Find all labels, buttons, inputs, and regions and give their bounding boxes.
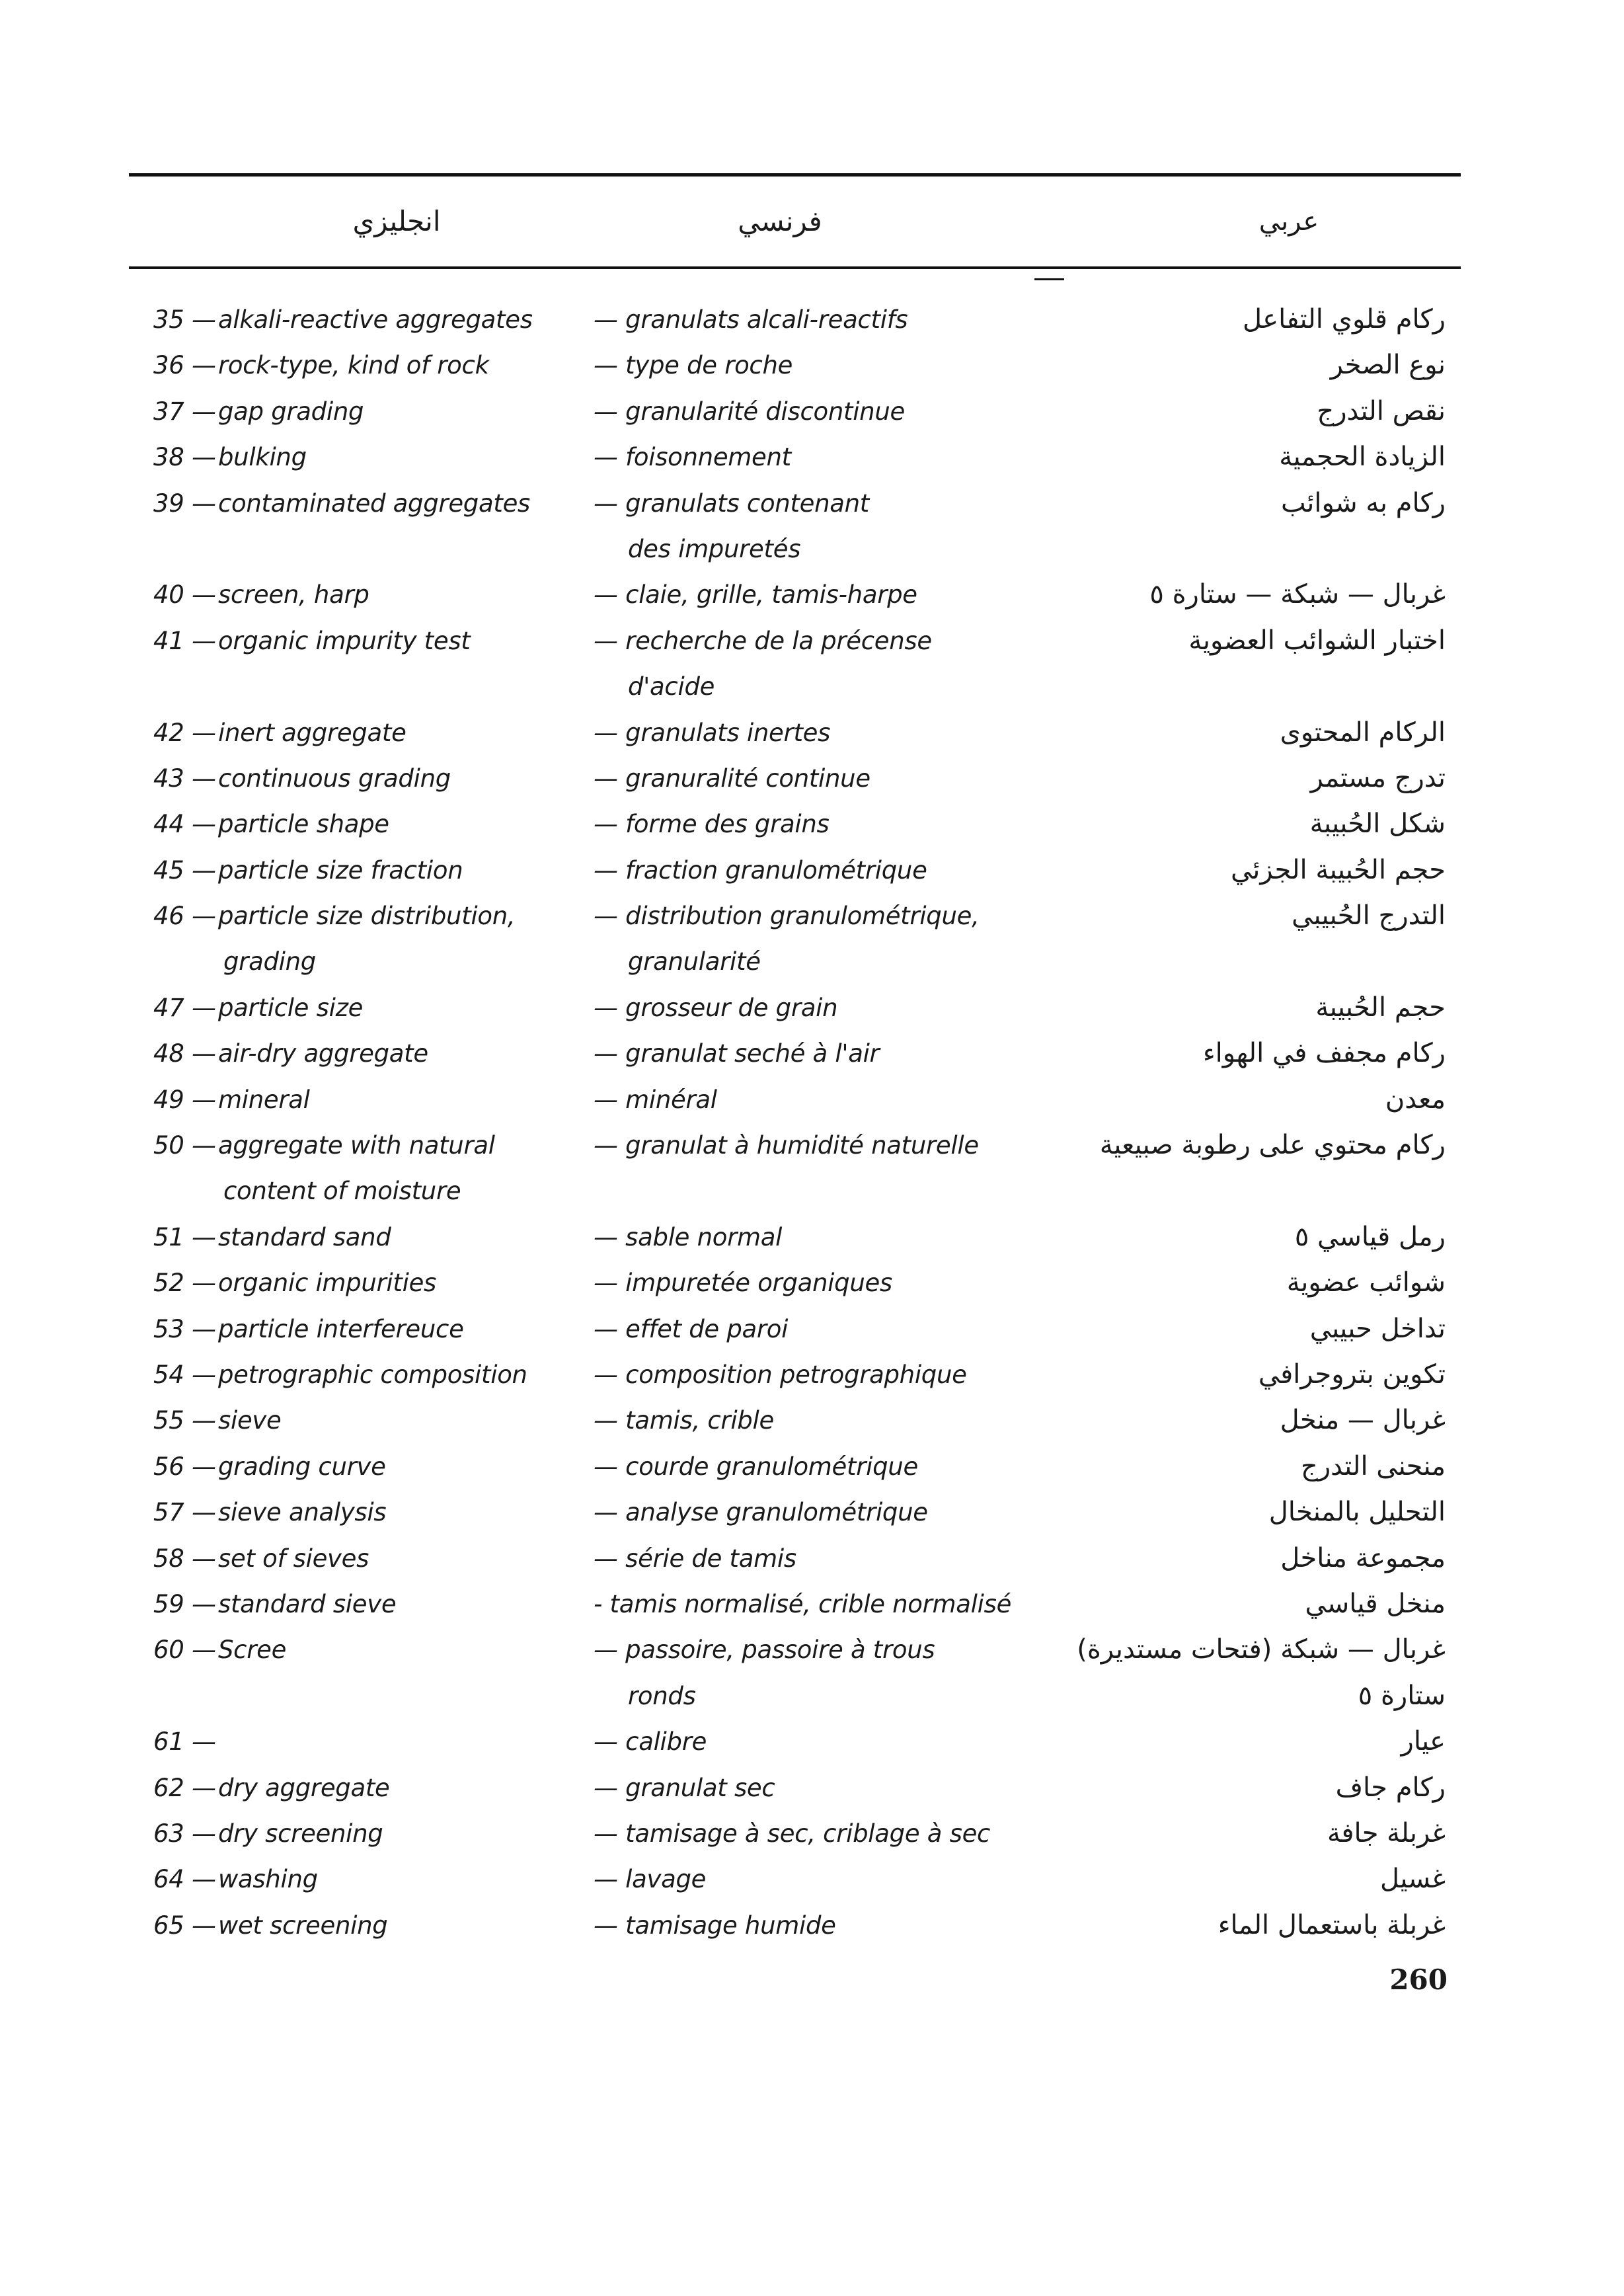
arabic-term: التدرج الحُبيبي — [1292, 900, 1446, 931]
entry-number — [153, 664, 213, 709]
english-term: bulking — [218, 443, 307, 472]
entry-number: 45 — — [153, 855, 216, 885]
french-term: — composition petrographique — [594, 1360, 967, 1389]
glossary-row — [0, 710, 1624, 756]
french-term: - tamis normalisé, crible normalisé — [594, 1589, 1012, 1618]
glossary-row — [0, 1856, 1624, 1902]
french-term: — tamis, crible — [594, 1406, 774, 1435]
glossary-row — [0, 1260, 1624, 1306]
french-term: — lavage — [594, 1865, 707, 1894]
entry-number: 62 — — [153, 1773, 216, 1802]
entry-number: 46 — — [153, 902, 216, 931]
glossary-rows — [0, 297, 1624, 1948]
entry-number: 44 — — [153, 810, 216, 839]
french-term: — type de roche — [594, 351, 793, 380]
arabic-term: اختبار الشوائب العضوية — [1188, 625, 1446, 656]
entry-number — [153, 939, 213, 984]
entry-number: 51 — — [153, 1222, 216, 1251]
french-term: — foisonnement — [594, 443, 791, 472]
entry-number: 59 — — [153, 1589, 216, 1618]
arabic-term: الزيادة الحجمية — [1279, 442, 1446, 473]
glossary-row — [0, 1123, 1624, 1168]
glossary-row — [0, 572, 1624, 617]
french-term: — granulats alcali-reactifs — [594, 305, 908, 334]
arabic-term: ركام به شوائب — [1280, 487, 1446, 518]
arabic-term: مجموعة مناخل — [1280, 1542, 1446, 1573]
glossary-row — [0, 1673, 1624, 1719]
glossary-row — [0, 1214, 1624, 1260]
english-term: grading curve — [218, 1452, 386, 1481]
glossary-row — [0, 1489, 1624, 1535]
english-term: alkali-reactive aggregates — [218, 305, 533, 334]
english-term: content of moisture — [223, 1177, 461, 1206]
english-term: standard sand — [218, 1222, 391, 1251]
arabic-term: حجم الحُبيبة الجزئي — [1230, 854, 1446, 885]
english-term: set of sieves — [218, 1544, 369, 1573]
arabic-term: غربال — شبكة (فتحات مستديرة) — [1077, 1634, 1446, 1665]
entry-number: 39 — — [153, 489, 216, 518]
french-term: — tamisage humide — [594, 1911, 836, 1940]
english-term: contaminated aggregates — [218, 489, 531, 518]
glossary-row — [0, 481, 1624, 526]
arabic-term: ركام محتوي على رطوبة صبيعية — [1099, 1130, 1446, 1161]
french-term: — distribution granulométrique, — [594, 902, 980, 931]
entry-number: 42 — — [153, 718, 216, 747]
arabic-term: غربلة جافة — [1327, 1817, 1446, 1848]
english-term: organic impurity test — [218, 626, 471, 655]
entry-number: 61 — — [153, 1727, 216, 1757]
french-term: — granulat seché à l'air — [594, 1039, 880, 1068]
french-term: — granulat à humidité naturelle — [594, 1131, 979, 1160]
english-term: particle interfereuce — [218, 1314, 464, 1343]
header-rule — [129, 266, 1461, 269]
glossary-row — [0, 1398, 1624, 1443]
english-term: mineral — [218, 1085, 310, 1114]
header-french: فرنسي — [738, 205, 822, 237]
arabic-term: معدن — [1385, 1084, 1446, 1115]
english-term: particle size — [218, 993, 364, 1022]
arabic-term: منخل قياسي — [1305, 1588, 1446, 1619]
glossary-row — [0, 1811, 1624, 1856]
top-rule — [129, 173, 1461, 177]
english-term: particle shape — [218, 810, 389, 839]
arabic-term: عيار — [1401, 1726, 1446, 1757]
glossary-row — [0, 985, 1624, 1031]
english-term: aggregate with natural — [218, 1131, 495, 1160]
french-term: granularité — [628, 947, 761, 976]
french-term: — granulats contenant — [594, 489, 870, 518]
english-term: dry aggregate — [218, 1773, 390, 1802]
arabic-term: تدرج مستمر — [1310, 762, 1446, 793]
english-term: standard sieve — [218, 1589, 397, 1618]
entry-number: 37 — — [153, 397, 216, 426]
arabic-term: ركام جاف — [1335, 1772, 1446, 1803]
glossary-row — [0, 618, 1624, 664]
french-term: — minéral — [594, 1085, 717, 1114]
entry-number: 58 — — [153, 1544, 216, 1573]
glossary-row — [0, 1168, 1624, 1214]
french-term: — sable normal — [594, 1222, 783, 1251]
arabic-term: تداخل حبيبي — [1309, 1313, 1446, 1344]
french-term: — calibre — [594, 1727, 707, 1757]
entry-number: 41 — — [153, 626, 216, 655]
entry-number: 63 — — [153, 1819, 216, 1848]
arabic-term: ركام قلوي التفاعل — [1242, 304, 1446, 335]
glossary-row — [0, 756, 1624, 801]
glossary-row — [0, 1031, 1624, 1076]
entry-number: 55 — — [153, 1406, 216, 1435]
arabic-term: نقص التدرج — [1317, 395, 1446, 426]
french-term: — granularité discontinue — [594, 397, 905, 426]
french-term: — grosseur de grain — [594, 993, 838, 1022]
french-term: — claie, grille, tamis-harpe — [594, 580, 917, 610]
french-term: des impuretés — [628, 534, 801, 563]
french-term: — effet de paroi — [594, 1314, 789, 1343]
english-term: screen, harp — [218, 580, 369, 610]
french-term: d'acide — [628, 672, 715, 701]
english-term: particle size distribution, — [218, 902, 516, 931]
glossary-row — [0, 526, 1624, 572]
arabic-term: تكوين بتروجرافي — [1258, 1359, 1446, 1390]
glossary-row — [0, 1903, 1624, 1948]
english-term: inert aggregate — [218, 718, 406, 747]
header-tick-mark — [1034, 278, 1064, 280]
arabic-term: غسيل — [1380, 1864, 1446, 1895]
entry-number: 40 — — [153, 580, 216, 610]
french-term: — série de tamis — [594, 1544, 796, 1573]
entry-number: 48 — — [153, 1039, 216, 1068]
entry-number — [153, 1673, 213, 1719]
entry-number: 54 — — [153, 1360, 216, 1389]
glossary-row — [0, 848, 1624, 893]
english-term: continuous grading — [218, 764, 451, 793]
arabic-term: غربال — منخل — [1280, 1405, 1446, 1436]
entry-number: 53 — — [153, 1314, 216, 1343]
glossary-row — [0, 1765, 1624, 1811]
english-term: gap grading — [218, 397, 364, 426]
glossary-row — [0, 1077, 1624, 1123]
header-arabic: عربي — [1258, 206, 1319, 237]
english-term: sieve — [218, 1406, 282, 1435]
french-term: — forme des grains — [594, 810, 830, 839]
arabic-term: شكل الحُبيبة — [1309, 809, 1446, 840]
entry-number — [153, 526, 213, 572]
entry-number: 35 — — [153, 305, 216, 334]
arabic-term: الركام المحتوى — [1280, 717, 1446, 748]
arabic-term: رمل قياسي ٥ — [1294, 1221, 1446, 1252]
glossary-row — [0, 939, 1624, 984]
arabic-term: ستارة ٥ — [1358, 1680, 1446, 1711]
glossary-row — [0, 389, 1624, 434]
entry-number: 57 — — [153, 1498, 216, 1527]
entry-number: 50 — — [153, 1131, 216, 1160]
arabic-term: منحنى التدرج — [1301, 1450, 1446, 1482]
entry-number: 47 — — [153, 993, 216, 1022]
glossary-row — [0, 1536, 1624, 1581]
glossary-row — [0, 801, 1624, 847]
french-term: — passoire, passoire à trous — [594, 1636, 935, 1665]
glossary-row — [0, 893, 1624, 939]
entry-number: 56 — — [153, 1452, 216, 1481]
glossary-row — [0, 1719, 1624, 1764]
french-term: — analyse granulométrique — [594, 1498, 928, 1527]
arabic-term: غربال — شبكة — ستارة ٥ — [1149, 579, 1446, 610]
english-term: organic impurities — [218, 1269, 437, 1298]
glossary-row — [0, 664, 1624, 709]
glossary-row — [0, 1306, 1624, 1352]
entry-number: 43 — — [153, 764, 216, 793]
english-term: particle size fraction — [218, 855, 463, 885]
page-number: 260 — [1389, 1963, 1448, 1996]
english-term: washing — [218, 1865, 318, 1894]
entry-number — [153, 1168, 213, 1214]
entry-number: 64 — — [153, 1865, 216, 1894]
entry-number: 60 — — [153, 1636, 216, 1665]
arabic-term: حجم الحُبيبة — [1315, 992, 1446, 1023]
french-term: — impuretée organiques — [594, 1269, 892, 1298]
entry-number: 49 — — [153, 1085, 216, 1114]
english-term: air-dry aggregate — [218, 1039, 428, 1068]
header-english: انجليزي — [352, 205, 441, 237]
french-term: — fraction granulométrique — [594, 855, 927, 885]
arabic-term: نوع الصخر — [1330, 350, 1446, 381]
entry-number: 52 — — [153, 1269, 216, 1298]
english-term: dry screening — [218, 1819, 383, 1848]
english-term: petrographic composition — [218, 1360, 527, 1389]
entry-number: 38 — — [153, 443, 216, 472]
arabic-term: شوائب عضوية — [1286, 1267, 1446, 1298]
glossary-row — [0, 1352, 1624, 1398]
french-term: — recherche de la précense — [594, 626, 932, 655]
arabic-term: غربلة باستعمال الماء — [1218, 1909, 1446, 1940]
english-term: Scree — [218, 1636, 287, 1665]
english-term: grading — [223, 947, 316, 976]
entry-number: 65 — — [153, 1911, 216, 1940]
english-term: sieve analysis — [218, 1498, 387, 1527]
french-term: — courde granulométrique — [594, 1452, 918, 1481]
glossary-row — [0, 1444, 1624, 1489]
glossary-row — [0, 1581, 1624, 1627]
english-term: wet screening — [218, 1911, 388, 1940]
french-term: — granulat sec — [594, 1773, 775, 1802]
french-term: — granuralité continue — [594, 764, 870, 793]
entry-number: 36 — — [153, 351, 216, 380]
glossary-row — [0, 434, 1624, 480]
french-term: — granulats inertes — [594, 718, 831, 747]
english-term: rock-type, kind of rock — [218, 351, 489, 380]
glossary-row — [0, 297, 1624, 342]
glossary-row — [0, 1627, 1624, 1673]
arabic-term: التحليل بالمنخال — [1268, 1497, 1446, 1528]
glossary-row — [0, 342, 1624, 388]
french-term: ronds — [628, 1681, 696, 1710]
arabic-term: ركام مجفف في الهواء — [1202, 1038, 1446, 1069]
french-term: — tamisage à sec, criblage à sec — [594, 1819, 991, 1848]
